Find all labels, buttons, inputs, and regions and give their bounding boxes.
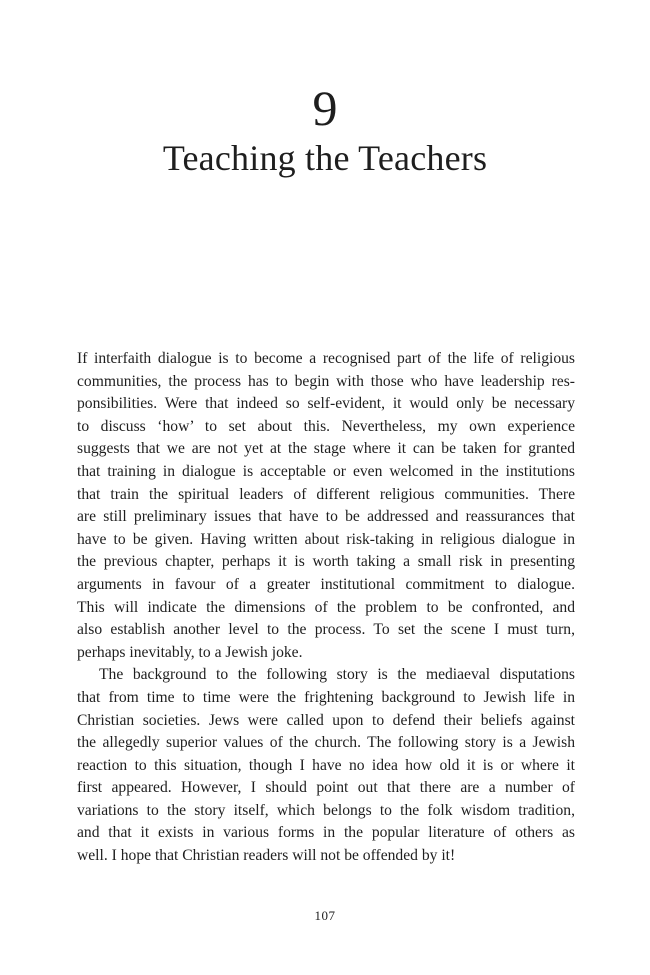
body-text [77,348,575,868]
paragraph-2-line: reaction to this situation, though I have no idea how old it is or where it [77,756,575,774]
paragraph-2-line: the allegedly superior values of the church. The following story is a Jewish [77,734,575,752]
paragraph-1-line: If interfaith dialogue is to become a recognised part of the life of religious [77,350,575,367]
chapter-title: Teaching the Teachers [162,138,488,178]
paragraph-1-line: to discuss ‘how’ to set about this. Nevertheless, my own experience [77,417,575,435]
paragraph-1 [77,348,575,664]
paragraph-1-line: have to be given. Having written about risk-taking in religious dialogue in [77,530,575,548]
paragraph-1-line: communities, the process has to begin with those who have leadership res- [77,372,575,390]
paragraph-2-line: well. I hope that Christian readers will not be offended by it! [77,847,456,865]
paragraph-1-line: perhaps inevitably, to a Jewish joke. [77,643,303,661]
paragraph-2-line: that from time to time were the frightening background to Jewish life in [77,688,575,706]
paragraph-1-line: that train the spiritual leaders of different religious communities. There [77,485,575,503]
chapter-number: 9 [312,80,338,136]
paragraph-2 [77,664,575,867]
paragraph-1-line: ponsibilities. Were that indeed so self-evident, it would only be necessary [77,395,575,413]
page-number: 107 [314,908,336,923]
paragraph-2-line: Christian societies. Jews were called upon to defend their beliefs against [77,711,575,729]
paragraph-1-line: are still preliminary issues that have to be addressed and reassurances that [77,508,575,526]
paragraph-1-line: also establish another level to the process. To set the scene I must turn, [77,621,575,639]
paragraph-1-line: This will indicate the dimensions of the problem to be confronted, and [77,598,575,616]
paragraph-2-line: and that it exists in various forms in the popular literature of others as [77,824,575,842]
paragraph-2-line: variations to the story itself, which belongs to the folk wisdom tradition, [77,801,575,819]
paragraph-1-line: that training in dialogue is acceptable or even welcomed in the institutions [77,462,575,480]
paragraph-1-line: arguments in favour of a greater institutional commitment to dialogue. [77,575,575,593]
paragraph-2-line: The background to the following story is the mediaeval disputations [99,666,575,684]
paragraph-1-line: suggests that we are not yet at the stage where it can be taken for granted [77,440,575,458]
paragraph-1-line: the previous chapter, perhaps it is worth taking a small risk in presenting [77,553,575,571]
paragraph-2-line: first appeared. However, I should point out that there are a number of [77,779,575,797]
